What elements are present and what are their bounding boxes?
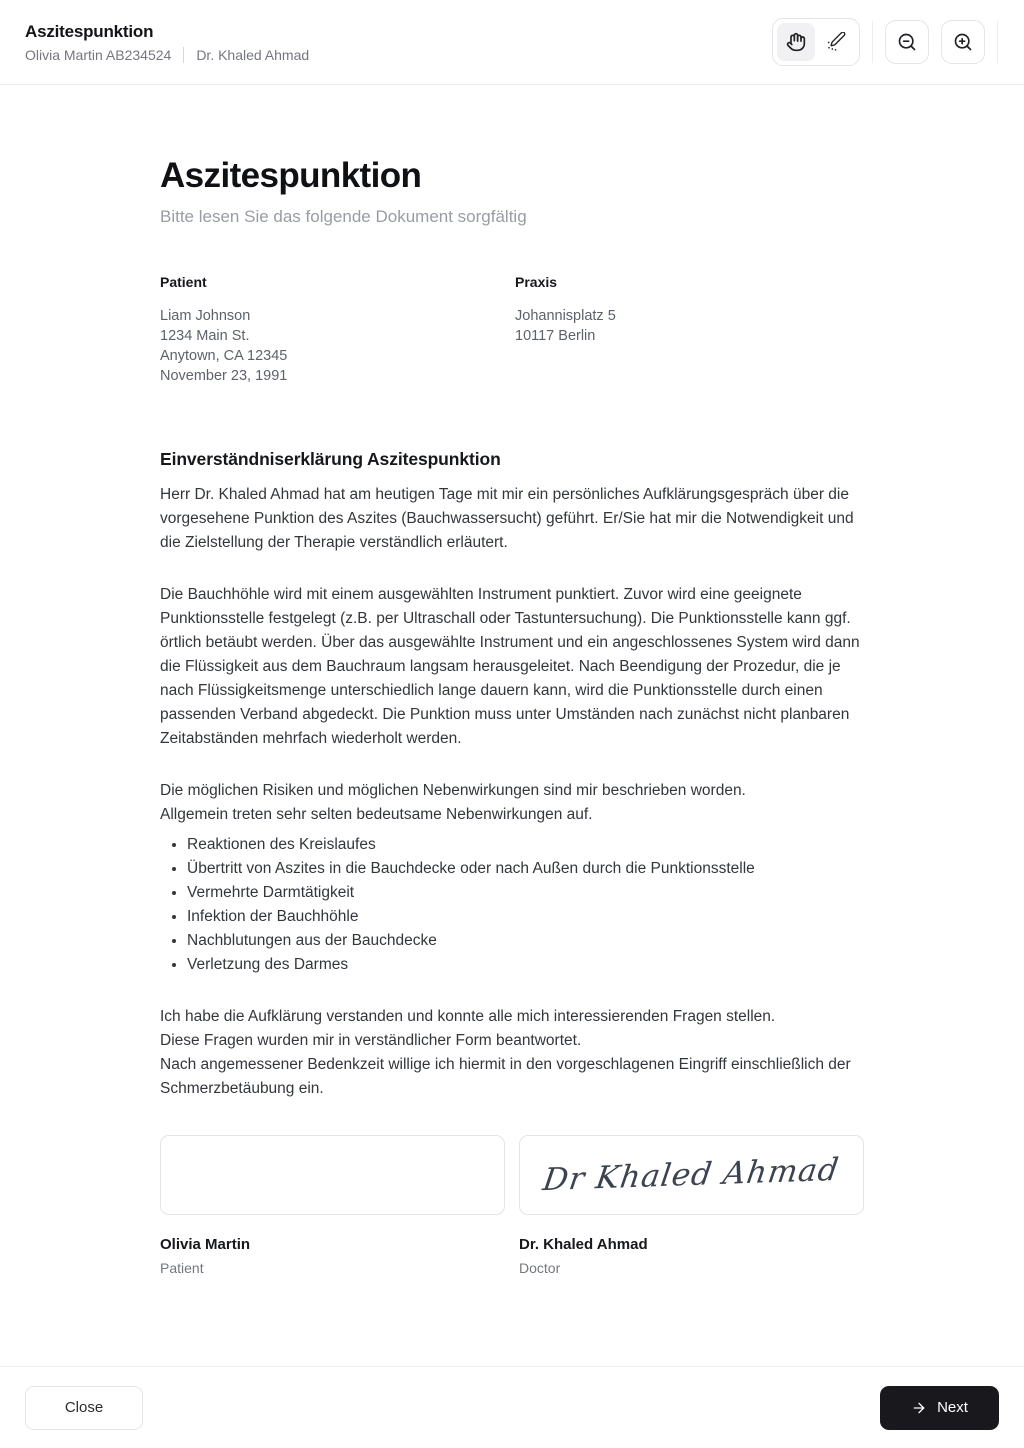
signature-tool-button[interactable] xyxy=(817,23,855,61)
consent-paragraph-2: Die Bauchhöhle wird mit einem ausgewählten Instrument punktiert. Zuvor wird eine geeignete Punktionsstelle festgelegt (z.B. per Ultraschall oder Tastuntersuchung). Die Punktionsstelle kann ggf. örtlich betäubt werden. Über das ausgewählte Instrument und ein angeschlossenes System wird dann die Flüssigkeit aus dem Bauchraum langsam herausgeleitet. Nach Beendigung der Prozedur, die je nach Flüssigkeitsmenge unterschiedlich lange dauern kann, wird die Punktionsstelle durch einen passenden Verband abgedeckt. Die Punktion muss unter Umständen nach zunächst nicht planbaren Zeitabständen mehrfach wiederholt werden. xyxy=(160,586,860,748)
risk-item: • Nachblutungen aus der Bauchdecke xyxy=(187,929,864,953)
praxis-street: Johannisplatz 5 xyxy=(515,308,616,325)
patient-signatory-name: Olivia Martin xyxy=(160,1236,251,1254)
closing-line-3: Nach angemessener Bedenkzeit willige ich hiermit in den vorgeschlagenen Eingriff einschließlich der Schmerzbetäubung ein. xyxy=(160,1056,851,1098)
doctor-signature-block xyxy=(519,1135,864,1276)
close-button[interactable]: Close xyxy=(25,1386,143,1430)
zoom-in-icon xyxy=(953,32,973,52)
risk-list xyxy=(160,833,864,977)
closing-paragraph xyxy=(160,1005,864,1101)
signature-pen-icon xyxy=(826,32,846,52)
parties-section xyxy=(160,274,864,386)
signature-section xyxy=(160,1135,864,1276)
hand-icon xyxy=(786,32,806,52)
doctor-reference: Dr. Khaled Ahmad xyxy=(196,46,310,63)
next-button-label: Next xyxy=(937,1399,968,1416)
praxis-city: 10117 Berlin xyxy=(515,328,596,345)
hand-tool-button[interactable] xyxy=(777,23,815,61)
consent-heading: Einverständniserklärung Aszitespunktion xyxy=(160,449,501,470)
next-button[interactable] xyxy=(880,1386,999,1430)
header-info xyxy=(25,22,309,63)
toolbar xyxy=(772,18,998,66)
toolbar-divider-end xyxy=(997,21,998,63)
app-footer xyxy=(0,1366,1024,1448)
patient-street: 1234 Main St. xyxy=(160,328,250,345)
doctor-signatory-name: Dr. Khaled Ahmad xyxy=(519,1236,648,1254)
zoom-in-button[interactable] xyxy=(941,20,985,64)
zoom-out-icon xyxy=(897,32,917,52)
patient-address xyxy=(160,306,509,386)
app-title: Aszitespunktion xyxy=(25,21,154,41)
arrow-right-icon xyxy=(911,1400,927,1416)
risks-intro xyxy=(160,779,864,827)
tool-mode-group xyxy=(772,18,860,66)
praxis-address xyxy=(515,306,864,346)
risks-intro-line-2: Allgemein treten sehr selten bedeutsame Nebenwirkungen auf. xyxy=(160,806,593,824)
closing-line-2: Diese Fragen wurden mir in verständlicher Form beantwortet. xyxy=(160,1032,582,1050)
praxis-block xyxy=(515,274,864,386)
zoom-out-button[interactable] xyxy=(885,20,929,64)
doctor-signature-text: Dr Khaled Ahmad xyxy=(541,1152,842,1199)
risk-item: • Verletzung des Darmes xyxy=(187,953,864,977)
praxis-label: Praxis xyxy=(515,274,558,291)
closing-line-1: Ich habe die Aufklärung verstanden und konnte alle mich interessierenden Fragen stellen. xyxy=(160,1008,776,1026)
document-subtitle: Bitte lesen Sie das folgende Dokument sorgfältig xyxy=(160,207,527,227)
header-separator xyxy=(183,47,184,63)
app-header xyxy=(0,0,1024,85)
patient-block xyxy=(160,274,509,386)
doctor-signatory-role: Doctor xyxy=(519,1260,561,1277)
risk-item: • Übertritt von Aszites in die Bauchdecke oder nach Außen durch die Punktionsstelle xyxy=(187,857,864,881)
risk-item: • Vermehrte Darmtätigkeit xyxy=(187,881,864,905)
risks-intro-line-1: Die möglichen Risiken und möglichen Nebenwirkungen sind mir beschrieben worden. xyxy=(160,782,746,800)
document-title: Aszitespunktion xyxy=(160,156,422,195)
patient-label: Patient xyxy=(160,274,207,291)
patient-signature-block xyxy=(160,1135,505,1276)
doctor-signature-field[interactable] xyxy=(519,1135,864,1215)
patient-reference: Olivia Martin AB234524 xyxy=(25,46,172,63)
patient-birthdate: November 23, 1991 xyxy=(160,368,288,385)
consent-paragraph-1: Herr Dr. Khaled Ahmad hat am heutigen Tage mit mir ein persönliches Aufklärungsgespräch über die vorgesehene Punktion des Aszites (Bauchwassersucht) geführt. Er/Sie hat mir die Notwendigkeit und die Zielstellung der Therapie verständlich erläutert. xyxy=(160,486,854,552)
risk-item: • Infektion der Bauchhöhle xyxy=(187,905,864,929)
toolbar-divider xyxy=(872,21,873,63)
patient-signature-field[interactable] xyxy=(160,1135,505,1215)
document-view xyxy=(160,85,864,1276)
patient-name: Liam Johnson xyxy=(160,308,251,325)
patient-signatory-role: Patient xyxy=(160,1260,204,1277)
risk-item: • Reaktionen des Kreislaufes xyxy=(187,833,864,857)
patient-city: Anytown, CA 12345 xyxy=(160,348,288,365)
header-subtitle xyxy=(25,47,309,63)
